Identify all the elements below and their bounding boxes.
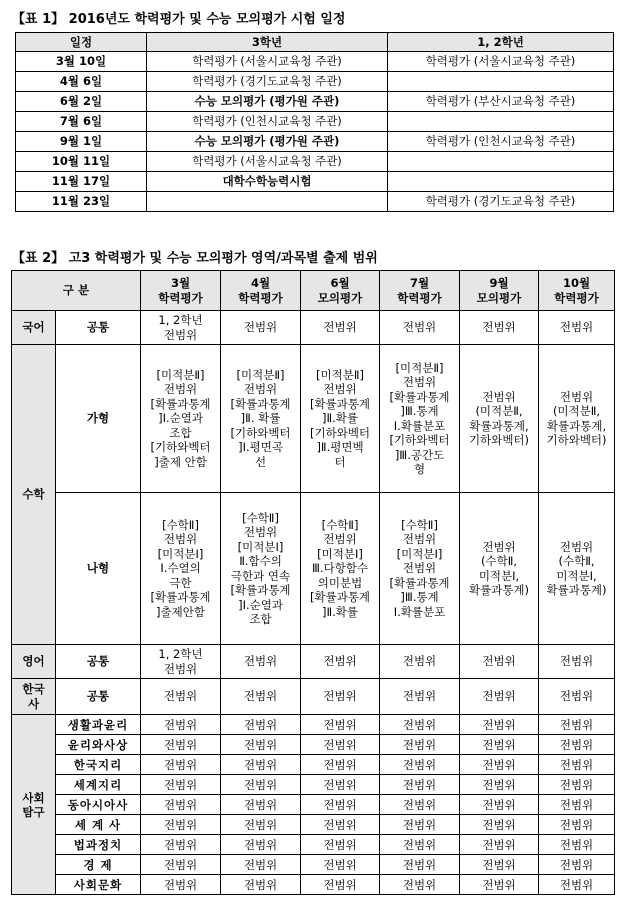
schedule-grade12 — [388, 112, 614, 132]
cell-history-march: 전범위 — [141, 679, 221, 715]
social-subject-name: 사회문화 — [56, 875, 141, 895]
table2-title: 【표 2】 고3 학력평가 및 수능 모의평가 영역/과목별 출제 범위 — [12, 251, 378, 266]
cell-history-october: 전범위 — [539, 679, 615, 715]
social-range-cell: 전범위 — [141, 735, 221, 755]
social-range-cell: 전범위 — [460, 875, 539, 895]
schedule-grade12: 학력평가 (부산시교육청 주관) — [388, 92, 614, 112]
corner-label: 구 분 — [12, 271, 141, 311]
cell-english-april: 전범위 — [221, 645, 301, 679]
col-june: 6월 모의평가 — [301, 271, 380, 311]
col-march: 3월 학력평가 — [141, 271, 221, 311]
social-range-cell: 전범위 — [380, 835, 460, 855]
cell-math-ga-march: [미적분Ⅱ] 전범위 [확률과통계 ]Ⅰ.순열과 조합 [기하와벡터 ]출제 안함 — [141, 345, 221, 493]
row-korean — [12, 311, 615, 345]
social-subject-row — [12, 735, 615, 755]
schedule-grade3: 학력평가 (서울시교육청 주관) — [147, 52, 388, 72]
area-english: 영어 — [12, 645, 56, 679]
social-range-cell: 전범위 — [380, 775, 460, 795]
area-social-studies: 사회 탐구 — [12, 715, 56, 895]
cell-english-march: 1, 2학년 전범위 — [141, 645, 221, 679]
schedule-table — [15, 32, 614, 212]
social-range-cell: 전범위 — [301, 735, 380, 755]
cell-math-na-march: [수학Ⅱ] 전범위 [미적분Ⅰ] Ⅰ.수열의 극한 [확률과통계 ]출제안함 — [141, 493, 221, 645]
schedule-grade12 — [388, 172, 614, 192]
social-subject-row — [12, 715, 615, 735]
cell-korean-april: 전범위 — [221, 311, 301, 345]
social-range-cell: 전범위 — [141, 775, 221, 795]
social-range-cell: 전범위 — [221, 755, 301, 775]
col-july: 7월 학력평가 — [380, 271, 460, 311]
row-english — [12, 645, 615, 679]
social-range-cell: 전범위 — [221, 835, 301, 855]
social-range-cell: 전범위 — [301, 775, 380, 795]
schedule-date: 4월 6일 — [16, 72, 147, 92]
cell-history-september: 전범위 — [460, 679, 539, 715]
social-range-cell: 전범위 — [380, 875, 460, 895]
social-range-cell: 전범위 — [460, 855, 539, 875]
social-range-cell: 전범위 — [539, 855, 615, 875]
social-range-cell: 전범위 — [141, 855, 221, 875]
schedule-row — [16, 92, 614, 112]
schedule-grade3: 수능 모의평가 (평가원 주관) — [147, 92, 388, 112]
social-range-cell: 전범위 — [539, 775, 615, 795]
social-range-cell: 전범위 — [460, 755, 539, 775]
social-subject-row — [12, 755, 615, 775]
social-range-cell: 전범위 — [141, 715, 221, 735]
cell-korean-october: 전범위 — [539, 311, 615, 345]
schedule-grade12 — [388, 152, 614, 172]
schedule-row — [16, 72, 614, 92]
sub-math-na: 나형 — [56, 493, 141, 645]
schedule-grade3: 학력평가 (서울시교육청 주관) — [147, 152, 388, 172]
schedule-date: 11월 17일 — [16, 172, 147, 192]
cell-korean-march: 1, 2학년 전범위 — [141, 311, 221, 345]
area-korean: 국어 — [12, 311, 56, 345]
social-range-cell: 전범위 — [460, 815, 539, 835]
social-subject-name: 동아시아사 — [56, 795, 141, 815]
social-subject-name: 윤리와사상 — [56, 735, 141, 755]
schedule-row — [16, 112, 614, 132]
social-range-cell: 전범위 — [380, 855, 460, 875]
social-range-cell: 전범위 — [460, 835, 539, 855]
schedule-date: 9월 1일 — [16, 132, 147, 152]
social-range-cell: 전범위 — [221, 875, 301, 895]
sub-english: 공통 — [56, 645, 141, 679]
area-korean-history: 한국 사 — [12, 679, 56, 715]
cell-math-ga-july: [미적분Ⅱ] 전범위 [확률과통계 ]Ⅲ.통계 Ⅰ.확률분포 [기하와벡터 ]Ⅲ.공간도 형 — [380, 345, 460, 493]
column-header-row — [12, 271, 615, 311]
schedule-grade12: 학력평가 (경기도교육청 주관) — [388, 192, 614, 212]
social-subject-name: 생활과윤리 — [56, 715, 141, 735]
exam-range-table — [11, 270, 615, 895]
social-range-cell: 전범위 — [221, 815, 301, 835]
cell-history-april: 전범위 — [221, 679, 301, 715]
social-range-cell: 전범위 — [539, 795, 615, 815]
cell-korean-september: 전범위 — [460, 311, 539, 345]
social-range-cell: 전범위 — [141, 795, 221, 815]
sub-korean: 공통 — [56, 311, 141, 345]
social-range-cell: 전범위 — [460, 775, 539, 795]
cell-math-na-april: [수학Ⅱ] 전범위 [미적분Ⅰ] Ⅱ.함수의 극한과 연속 [확률과통계 ]Ⅰ.순열과 조합 — [221, 493, 301, 645]
table1-title: 【표 1】 2016년도 학력평가 및 수능 모의평가 시험 일정 — [12, 12, 346, 27]
social-range-cell: 전범위 — [221, 855, 301, 875]
social-range-cell: 전범위 — [380, 755, 460, 775]
social-subject-row — [12, 875, 615, 895]
area-math: 수학 — [12, 345, 56, 645]
schedule-grade12 — [388, 72, 614, 92]
cell-math-ga-october: 전범위 (미적분Ⅱ, 확률과통계, 기하와벡터) — [539, 345, 615, 493]
social-subject-name: 한국지리 — [56, 755, 141, 775]
cell-math-na-july: [수학Ⅱ] 전범위 [미적분Ⅰ] 전범위 [확률과통계 ]Ⅲ.통계 Ⅰ.확률분포 — [380, 493, 460, 645]
social-subject-row — [12, 855, 615, 875]
social-range-cell: 전범위 — [141, 875, 221, 895]
schedule-grade3 — [147, 192, 388, 212]
schedule-rows — [16, 52, 614, 212]
social-range-cell: 전범위 — [539, 835, 615, 855]
header-grade12: 1, 2학년 — [388, 33, 614, 52]
social-range-cell: 전범위 — [141, 755, 221, 775]
schedule-grade12: 학력평가 (인천시교육청 주관) — [388, 132, 614, 152]
row-math-na — [12, 493, 615, 645]
cell-english-june: 전범위 — [301, 645, 380, 679]
schedule-grade3: 학력평가 (인천시교육청 주관) — [147, 112, 388, 132]
social-range-cell: 전범위 — [539, 755, 615, 775]
social-range-cell: 전범위 — [539, 815, 615, 835]
schedule-date: 11월 23일 — [16, 192, 147, 212]
social-subject-name: 경 제 — [56, 855, 141, 875]
social-range-cell: 전범위 — [301, 715, 380, 735]
social-range-cell: 전범위 — [221, 735, 301, 755]
schedule-row — [16, 132, 614, 152]
cell-math-ga-april: [미적분Ⅱ] 전범위 [확률과통계 ]Ⅱ. 확률 [기하와벡터 ]Ⅰ.평면곡 선 — [221, 345, 301, 493]
schedule-date: 3월 10일 — [16, 52, 147, 72]
schedule-date: 6월 2일 — [16, 92, 147, 112]
social-range-cell: 전범위 — [460, 715, 539, 735]
social-range-cell: 전범위 — [301, 755, 380, 775]
social-studies-rows — [12, 715, 615, 895]
cell-history-july: 전범위 — [380, 679, 460, 715]
cell-math-na-september: 전범위 (수학Ⅱ, 미적분Ⅰ, 확률과통계) — [460, 493, 539, 645]
cell-english-july: 전범위 — [380, 645, 460, 679]
schedule-grade3: 학력평가 (경기도교육청 주관) — [147, 72, 388, 92]
table-header-row — [16, 33, 614, 52]
social-range-cell: 전범위 — [301, 835, 380, 855]
schedule-grade3: 수능 모의평가 (평가원 주관) — [147, 132, 388, 152]
social-subject-name: 세계지리 — [56, 775, 141, 795]
social-subject-name: 법과정치 — [56, 835, 141, 855]
col-april: 4월 학력평가 — [221, 271, 301, 311]
social-range-cell: 전범위 — [141, 835, 221, 855]
row-korean-history — [12, 679, 615, 715]
sub-math-ga: 가형 — [56, 345, 141, 493]
header-date: 일정 — [16, 33, 147, 52]
social-subject-name: 세 계 사 — [56, 815, 141, 835]
cell-math-ga-september: 전범위 (미적분Ⅱ, 확률과통계, 기하와벡터) — [460, 345, 539, 493]
col-september: 9월 모의평가 — [460, 271, 539, 311]
schedule-date: 7월 6일 — [16, 112, 147, 132]
schedule-row — [16, 192, 614, 212]
social-range-cell: 전범위 — [141, 815, 221, 835]
header-grade3: 3학년 — [147, 33, 388, 52]
social-range-cell: 전범위 — [301, 875, 380, 895]
social-subject-row — [12, 815, 615, 835]
social-range-cell: 전범위 — [301, 815, 380, 835]
schedule-row — [16, 52, 614, 72]
cell-english-october: 전범위 — [539, 645, 615, 679]
cell-math-na-october: 전범위 (수학Ⅱ, 미적분Ⅰ, 확률과통계) — [539, 493, 615, 645]
col-october: 10월 학력평가 — [539, 271, 615, 311]
cell-history-june: 전범위 — [301, 679, 380, 715]
social-range-cell: 전범위 — [221, 795, 301, 815]
social-range-cell: 전범위 — [539, 735, 615, 755]
social-range-cell: 전범위 — [380, 795, 460, 815]
social-range-cell: 전범위 — [221, 715, 301, 735]
schedule-grade12: 학력평가 (서울시교육청 주관) — [388, 52, 614, 72]
cell-math-na-june: [수학Ⅱ] 전범위 [미적분Ⅰ] Ⅲ.다항함수 의미분법 [확률과통계 ]Ⅱ.확률 — [301, 493, 380, 645]
social-range-cell: 전범위 — [301, 855, 380, 875]
social-range-cell: 전범위 — [539, 875, 615, 895]
schedule-row — [16, 172, 614, 192]
schedule-grade3: 대학수학능력시험 — [147, 172, 388, 192]
social-subject-row — [12, 775, 615, 795]
social-range-cell: 전범위 — [539, 715, 615, 735]
social-range-cell: 전범위 — [460, 795, 539, 815]
cell-korean-june: 전범위 — [301, 311, 380, 345]
cell-math-ga-june: [미적분Ⅱ] 전범위 [확률과통계 ]Ⅱ.확률 [기하와벡터 ]Ⅱ.평면벡 터 — [301, 345, 380, 493]
social-subject-row — [12, 795, 615, 815]
social-range-cell: 전범위 — [301, 795, 380, 815]
schedule-date: 10월 11일 — [16, 152, 147, 172]
social-range-cell: 전범위 — [380, 715, 460, 735]
sub-korean-history: 공통 — [56, 679, 141, 715]
cell-korean-july: 전범위 — [380, 311, 460, 345]
social-subject-row — [12, 835, 615, 855]
cell-english-september: 전범위 — [460, 645, 539, 679]
social-range-cell: 전범위 — [380, 735, 460, 755]
social-range-cell: 전범위 — [380, 815, 460, 835]
social-range-cell: 전범위 — [221, 775, 301, 795]
row-math-ga — [12, 345, 615, 493]
social-range-cell: 전범위 — [460, 735, 539, 755]
schedule-row — [16, 152, 614, 172]
